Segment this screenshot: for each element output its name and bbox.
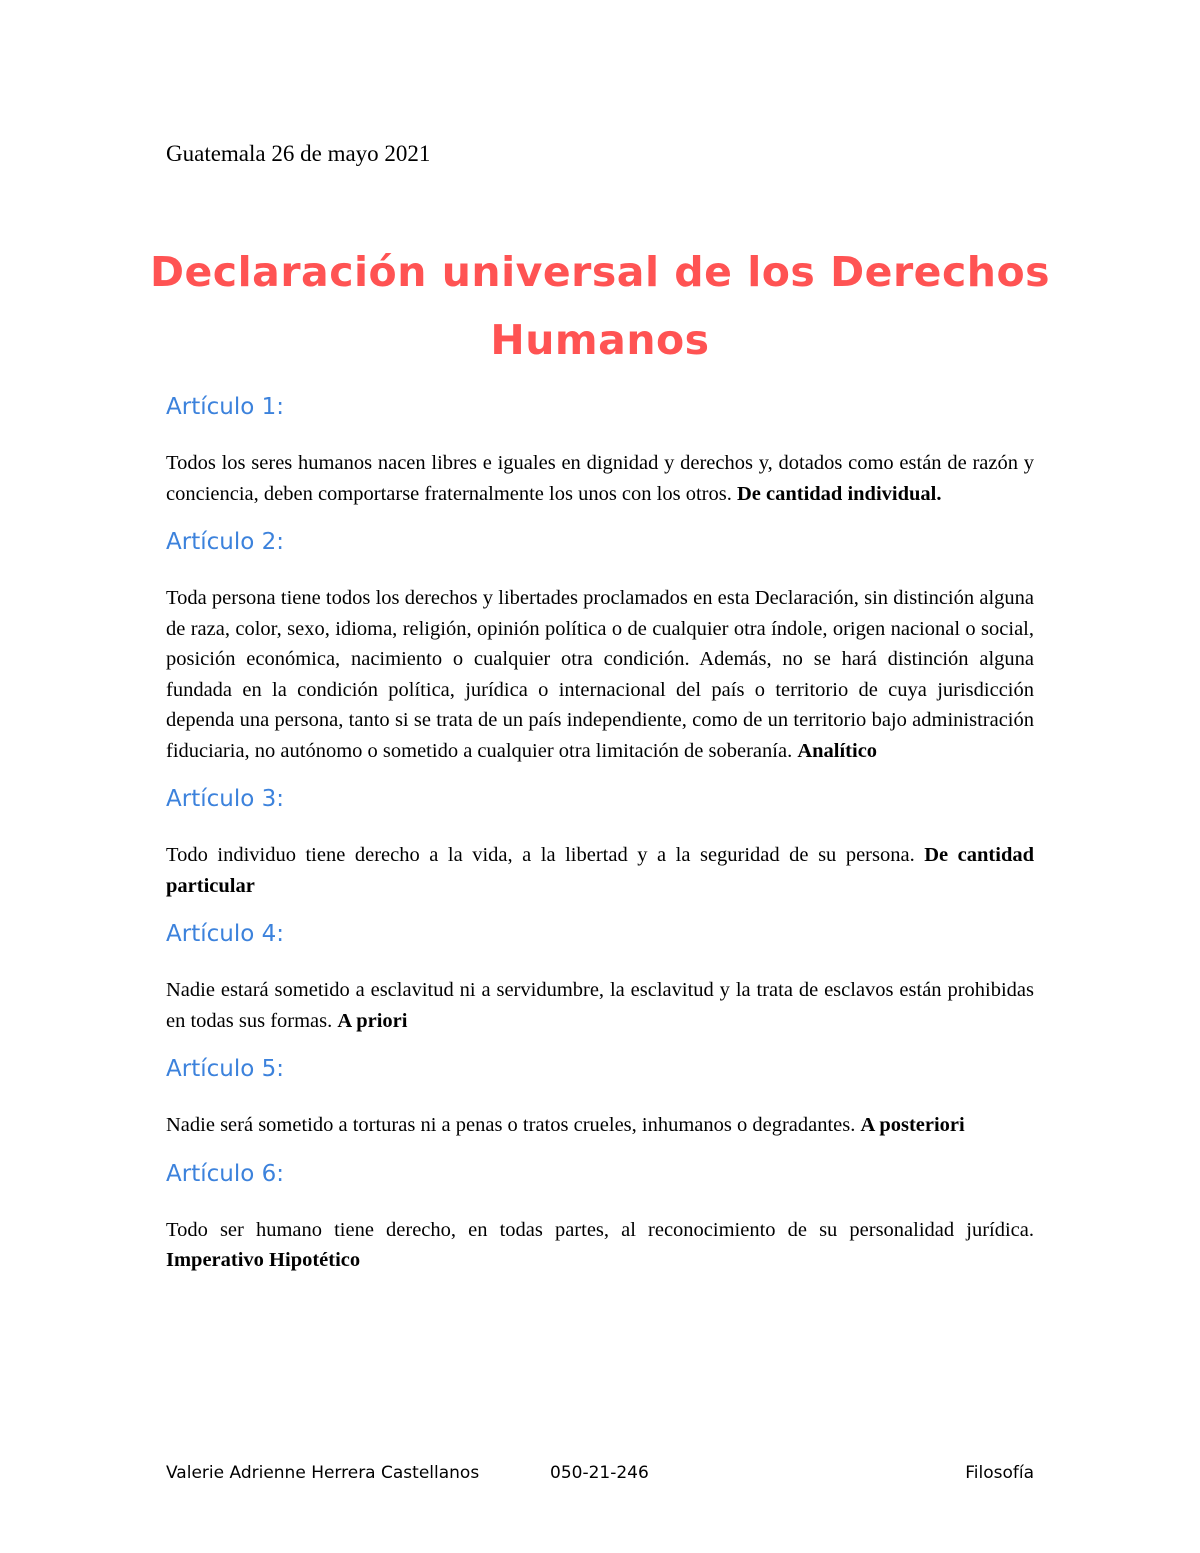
article-classification: De cantidad particular xyxy=(166,844,1034,897)
article-6 xyxy=(166,1155,1034,1276)
footer-subject: Filosofía xyxy=(965,1463,1034,1483)
article-heading: Artículo 1: xyxy=(166,394,284,420)
footer-author-name: Valerie Adrienne Herrera Castellanos xyxy=(166,1463,480,1483)
document-title: Declaración universal de los Derechos Humanos xyxy=(149,248,1051,364)
article-heading: Artículo 3: xyxy=(166,786,284,812)
article-body: Todo ser humano tiene derecho, en todas partes, al reconocimiento de su personalidad jurídica. xyxy=(166,1218,1034,1241)
article-heading: Artículo 6: xyxy=(166,1160,284,1187)
article-text xyxy=(166,975,1034,1036)
article-1 xyxy=(166,388,1034,509)
date-line: Guatemala 26 de mayo 2021 xyxy=(166,141,431,166)
article-heading: Artículo 4: xyxy=(166,921,284,947)
article-classification: Analítico xyxy=(797,739,878,762)
article-classification: A priori xyxy=(337,1009,408,1032)
footer-student-id: 050-21-246 xyxy=(550,1463,649,1483)
article-body: Todo individuo tiene derecho a la vida, a la libertad y a la seguridad de su persona. xyxy=(166,844,915,866)
page-footer xyxy=(166,1459,1034,1487)
article-body: Nadie será sometido a torturas ni a penas o tratos crueles, inhumanos o degradantes. xyxy=(166,1114,856,1136)
article-body: Toda persona tiene todos los derechos y libertades proclamados en esta Declaración, sin distinción alguna de raza, color, sexo, idioma, religión, opinión política o de cualquier otra índole, origen nacional o social, posición económica, nacimiento o cualquier otra condición. Además, no se hará distinción alguna fundada en la condición política, jurídica o internacional del país o territorio de cuya jurisdicción dependa una persona, tanto si se trata de un país independiente, como de un territorio bajo administración fiduciaria, no autónomo o sometido a cualquier otra limitación de soberanía. xyxy=(166,587,1034,762)
article-text xyxy=(166,448,1034,509)
article-text xyxy=(166,1110,1034,1141)
articles-list xyxy=(166,388,1034,1290)
article-heading: Artículo 2: xyxy=(166,529,284,555)
article-classification: Imperativo Hipotético xyxy=(166,1249,361,1271)
article-3 xyxy=(166,780,1034,901)
article-text xyxy=(166,1215,1034,1276)
article-2 xyxy=(166,523,1034,766)
article-5 xyxy=(166,1050,1034,1141)
article-classification: De cantidad individual. xyxy=(736,482,942,505)
article-4 xyxy=(166,915,1034,1036)
article-classification: A posteriori xyxy=(860,1114,965,1136)
article-heading: Artículo 5: xyxy=(166,1056,284,1082)
article-body: Nadie estará sometido a esclavitud ni a servidumbre, la esclavitud y la trata de esclavos están prohibidas en todas sus formas. xyxy=(166,979,1034,1032)
article-body: Todos los seres humanos nacen libres e iguales en dignidad y derechos y, dotados como están de razón y conciencia, deben comportarse fraternalmente los unos con los otros. xyxy=(166,452,1034,505)
article-text xyxy=(166,840,1034,901)
article-text xyxy=(166,583,1034,766)
